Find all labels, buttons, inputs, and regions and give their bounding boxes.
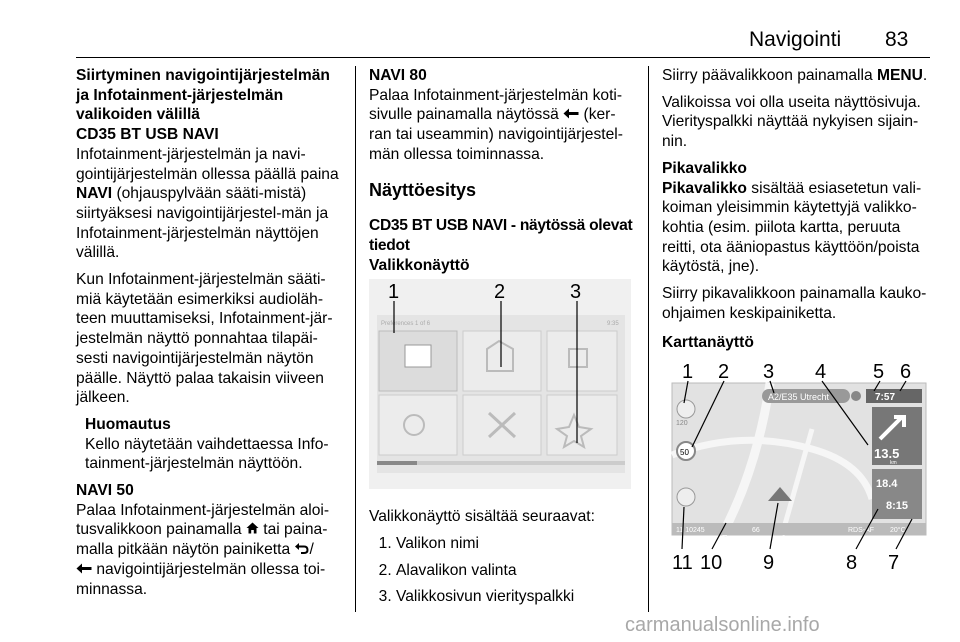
menu-screen-figure [369, 279, 631, 489]
map-callout-9: 9 [763, 552, 775, 572]
watermark: carmanualsonline.info [625, 614, 820, 636]
text: Palaa Infotainment-järjestelmän koti-sivulle painamalla näytössä [369, 86, 623, 124]
section-title-display: Näyttöesitys [369, 179, 477, 200]
text: / [309, 541, 314, 559]
text: navigointijärjestelmän ollessa toi-minnassa. [76, 560, 326, 598]
return-arrow-icon [294, 540, 309, 560]
map-callout-1: 1 [682, 361, 694, 384]
menu-screen-list [369, 534, 635, 607]
list-item: 3. Valikkosivun vierityspalkki [396, 587, 635, 607]
text: sisältää esiasetetun vali-koiman yleisimmin käytettyjä valikko-kohtia (esim. piilota kartta, peruuta reitti, ota ääniopastus käyttöön/poista käytöstä, jne). [662, 179, 922, 276]
subheading-navi50: NAVI 50 [76, 482, 134, 500]
map-status-bar-2: 66 [752, 527, 760, 535]
map-callout-10: 10 [700, 552, 723, 572]
paragraph-menu [662, 66, 932, 86]
map-callout-5: 5 [873, 361, 885, 384]
column-divider-1 [355, 66, 356, 612]
map-speed-small: 120 [676, 420, 688, 428]
subheading-navi80: NAVI 80 [369, 67, 427, 84]
subheading-map-screen: Karttanäyttö [662, 334, 754, 352]
map-callout-8: 8 [846, 552, 858, 572]
subheading-menu-screen: Valikkonäyttö [369, 256, 470, 274]
map-callout-2: 2 [718, 361, 730, 384]
map-callout-6: 6 [900, 361, 912, 384]
map-clock: 7:57 [875, 392, 896, 404]
list-item: 2. Alavalikon valinta [396, 561, 635, 581]
menu-screen-caption: Valikkonäyttö sisältää seuraavat: [369, 508, 595, 526]
note-title: Huomautus [85, 415, 171, 433]
map-status-bar: 11 10245 [676, 527, 705, 535]
map-distance-big: 13.5 [874, 446, 900, 462]
text: Palaa Infotainment-järjestelmän aloi-tusvalikkoon painamalla [76, 501, 330, 539]
paragraph-navi-switch [76, 145, 344, 263]
paragraph-navi50 [76, 501, 344, 600]
text: tai paina-malla pitkään näytön painiketta [76, 521, 328, 559]
key-quick-menu: Pikavalikko [662, 179, 747, 197]
map-speed-limit: 50 [680, 448, 689, 458]
map-distance-small: 18.4 [876, 478, 898, 491]
subheading-cd35: CD35 BT USB NAVI [76, 126, 219, 144]
list-item: 1. Valikon nimi [396, 534, 635, 554]
text: (ohjauspylvään sääti-mistä) siirtyäksesi navigointijärjestel-män ja Infotainment-järjestelmän näyttöjen välillä. [76, 185, 329, 262]
back-arrow-icon [563, 105, 579, 125]
back-arrow-icon [76, 560, 92, 580]
screen-title: Preferences 1 of 6 [381, 321, 431, 328]
note-text: Kello näytetään vaihdettaessa Info-tainment-järjestelmän näyttöön. [85, 435, 329, 473]
column-1 [76, 66, 344, 606]
section-heading: Siirtyminen navigointijärjestelmän ja Infotainment-järjestelmän valikoiden välillä [76, 67, 330, 124]
map-temp: 20°C [890, 527, 906, 535]
callout-2: 2 [494, 281, 506, 304]
page-number: 83 [885, 28, 909, 51]
screen-time: 9:35 [607, 321, 619, 328]
text: Siirry päävalikkoon painamalla [662, 67, 877, 84]
subheading-display-info: CD35 BT USB NAVI - näytössä olevat tiedot [369, 217, 633, 254]
home-icon [246, 520, 259, 540]
text: Infotainment-järjestelmän ja navi-gointijärjestelmän ollessa päällä paina [76, 145, 339, 183]
map-screen-figure [662, 359, 932, 571]
map-callout-4: 4 [815, 361, 827, 384]
paragraph-navi80 [369, 86, 635, 165]
key-navi: NAVI [76, 185, 113, 203]
text: . [922, 67, 928, 84]
header-rule [76, 57, 930, 58]
column-3 [662, 66, 932, 571]
key-menu: MENU [876, 67, 923, 84]
column-divider-2 [648, 66, 649, 612]
map-eta: 8:15 [886, 500, 909, 513]
map-callout-3: 3 [763, 361, 775, 384]
column-2 [369, 66, 635, 614]
paragraph-quick-menu-access: Siirry pikavalikkoon painamalla kauko-ohjaimen keskipainiketta. [662, 285, 927, 322]
map-callout-11: 11 [672, 552, 693, 572]
callout-1: 1 [388, 281, 400, 304]
map-distance-unit: km [890, 460, 897, 467]
paragraph-scrollbar: Valikoissa voi olla useita näyttösivuja. Vierityspalkki näyttää nykyisen sijain-nin. [662, 93, 921, 151]
map-callout-7: 7 [888, 552, 900, 572]
callout-3: 3 [570, 281, 582, 304]
text: (ker-ran tai useammin) navigointijärjestel-män ollessa toiminnassa. [369, 106, 623, 163]
subheading-quick-menu: Pikavalikko [662, 159, 747, 177]
paragraph-quick-menu [662, 179, 932, 278]
paragraph-popup: Kun Infotainment-järjestelmän sääti-miä käytetään esimerkiksi audioläh-teen muuttamiseksi, Infotainment-jär-jestelmän näyttö ponnahtaa tilapäi-sesti navigointijärjestelmän näytön päälle. Näyttö palaa takaisin viiveen jälkeen. [76, 271, 333, 407]
map-rds: RDS-AF [848, 527, 875, 535]
page-header-title: Navigointi [749, 28, 842, 51]
map-road-label: A2/E35 Utrecht [768, 392, 830, 403]
note [85, 415, 344, 474]
